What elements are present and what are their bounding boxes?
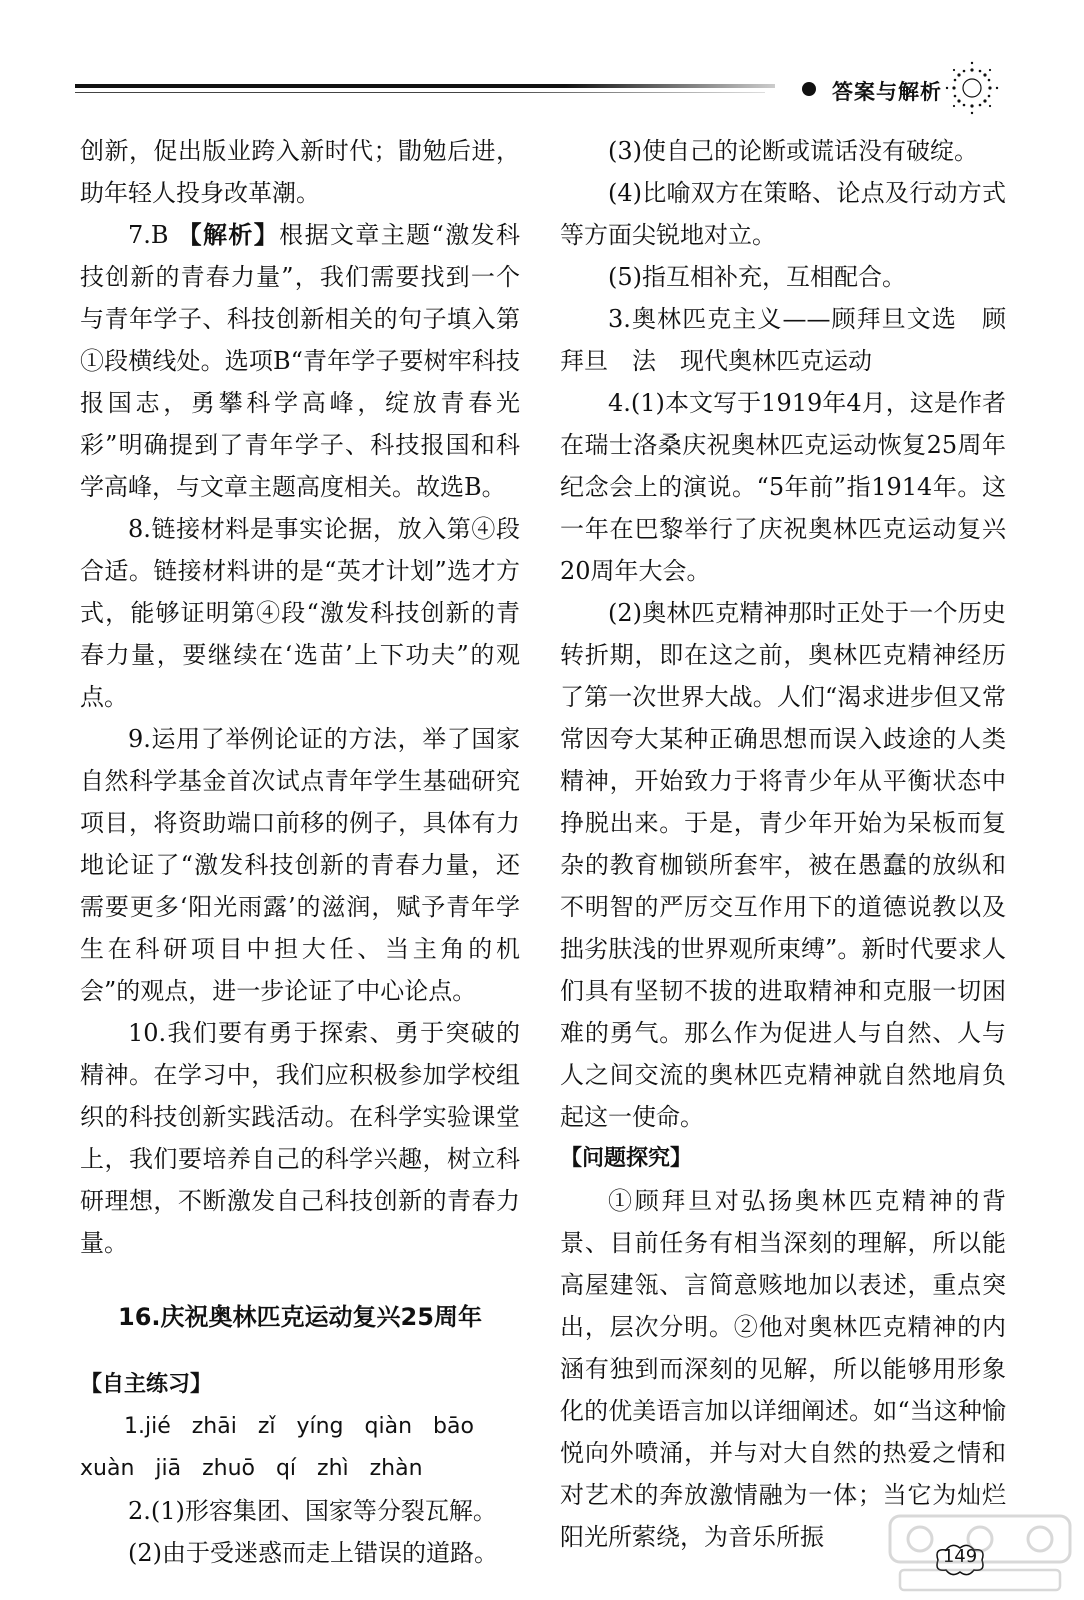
paragraph-continuation: 创新，促出版业跨入新时代；勖勉后进，助年轻人投身改革潮。 (80, 137, 520, 207)
page-number: 149 (942, 1546, 978, 1567)
answer-4-1: 4.(1)本文写于1919年4月，这是作者在瑞士洛桑庆祝奥林匹克运动恢复25周年纪念会上的演说。“5年前”指1914年。这一年在巴黎举行了庆祝奥林匹克运动复兴20周年大会。 (560, 389, 1006, 585)
analysis-tag: 【解析】 (177, 221, 280, 249)
definition-4: (4)比喻双方在策略、论点及行动方式等方面尖锐地对立。 (560, 179, 1006, 249)
answer-7-text: 根据文章主题“激发科技创新的青春力量”，我们需要找到一个与青年学子、科技创新相关的句子填入第①段横线处。选项B“青年学子要树牢科技报国志，勇攀科学高峰，绽放青春光彩”明确提到了青年学子、科技报国和科学高峰，与文章主题高度相关。故选B。 (80, 221, 520, 501)
header-rule-thin (75, 92, 765, 93)
left-column (80, 130, 520, 1574)
header-bullet-icon (802, 82, 816, 96)
definition-5: (5)指互相补充，互相配合。 (608, 263, 906, 291)
sun-ornament-icon (944, 60, 1000, 116)
answer-9: 9.运用了举例论证的方法，举了国家自然科学基金首次试点青年学生基础研究项目，将资助端口前移的例子，具体有力地论证了“激发科技创新的青春力量，还需要更多‘阳光雨露’的滋润，赋予青年学生在科研项目中担大任、当主角的机会”的观点，进一步论证了中心论点。 (80, 725, 520, 1005)
answer-3: 3.奥林匹克主义——顾拜旦文选 顾拜旦 法 现代奥林匹克运动 (560, 305, 1006, 375)
right-column (560, 130, 1006, 1558)
answer-7-label: 7.B (128, 221, 169, 249)
explore-answer: ①顾拜旦对弘扬奥林匹克精神的背景、目前任务有相当深刻的理解，所以能高屋建瓴、言简意赅地加以表述，重点突出，层次分明。②他对奥林匹克精神的内涵有独到而深刻的见解，所以能够用形象化的优美语言加以详细阐述。如“当这种愉悦向外喷涌，并与对大自然的热爱之情和对艺术的奔放激情融为一体；当它为灿烂阳光所萦绕，为音乐所振 (560, 1187, 1006, 1551)
definition-1: 2.(1)形容集团、国家等分裂瓦解。 (128, 1497, 497, 1525)
explore-heading: 【问题探究】 (560, 1146, 693, 1171)
definition-2: (2)由于受迷惑而走上错误的道路。 (128, 1539, 498, 1567)
answer-7 (80, 214, 520, 508)
header-title: 答案与解析 (832, 80, 942, 104)
practice-heading: 【自主练习】 (80, 1372, 213, 1397)
section-title: 16.庆祝奥林匹克运动复兴25周年 (118, 1303, 482, 1331)
header-rule-thick (75, 84, 775, 88)
pinyin-line-1: 1.jié zhāi zǐ yíng qiàn bāo (124, 1414, 474, 1439)
answer-8: 8.链接材料是事实论据，放入第④段合适。链接材料讲的是“英才计划”选才方式，能够证明第④段“激发科技创新的青春力量，要继续在‘选苗’上下功夫”的观点。 (80, 515, 520, 711)
pinyin-line-2: xuàn jiā zhuō qí zhì zhàn (80, 1456, 423, 1481)
watermark-logo-icon (880, 1510, 1080, 1598)
definition-3: (3)使自己的论断或谎话没有破绽。 (608, 137, 978, 165)
answer-4-2: (2)奥林匹克精神那时正处于一个历史转折期，即在这之前，奥林匹克精神经历了第一次世界大战。人们“渴求进步但又常常因夸大某种正确思想而误入歧途的人类精神，开始致力于将青少年从平衡状态中挣脱出来。于是，青少年开始为呆板而复杂的教育枷锁所套牢，被在愚蠢的放纵和不明智的严厉交互作用下的道德说教以及拙劣肤浅的世界观所束缚”。新时代要求人们具有坚韧不拔的进取精神和克服一切困难的勇气。那么作为促进人与自然、人与人之间交流的奥林匹克精神就自然地肩负起这一使命。 (560, 599, 1006, 1131)
answer-10: 10.我们要有勇于探索、勇于突破的精神。在学习中，我们应积极参加学校组织的科技创新实践活动。在科学实验课堂上，我们要培养自己的科学兴趣，树立科研理想，不断激发自己科技创新的青春力量。 (80, 1019, 520, 1257)
